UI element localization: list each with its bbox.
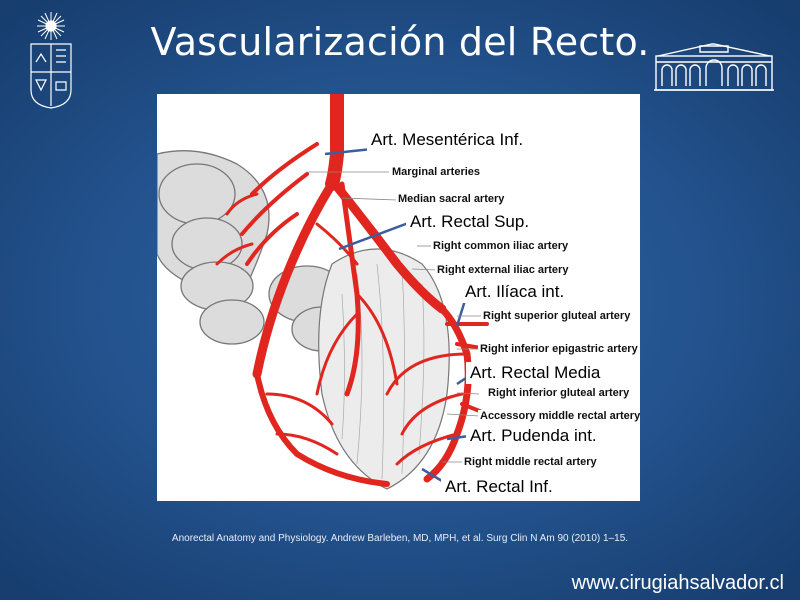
website-url: www.cirugiahsalvador.cl (571, 572, 784, 594)
rectal-vascularization-figure (157, 94, 640, 501)
label-art-iliaca-int: Art. Ilíaca int. (461, 281, 568, 303)
rectum-illustration (319, 249, 450, 489)
label-marginal-arteries: Marginal arteries (392, 166, 481, 178)
slide-title: Vascularización del Recto. (150, 20, 650, 64)
label-median-sacral-artery: Median sacral artery (398, 193, 505, 205)
label-art-pudenda-int: Art. Pudenda int. (466, 425, 601, 447)
label-right-middle-rectal-artery: Right middle rectal artery (464, 456, 597, 468)
label-right-superior-gluteal-artery: Right superior gluteal artery (483, 310, 631, 322)
label-art-mesenterica-inf: Art. Mesentérica Inf. (367, 129, 527, 151)
citation-text: Anorectal Anatomy and Physiology. Andrew Barleben, MD, MPH, et al. Surg Clin N Am 90 (2010) 1–15. (171, 533, 629, 544)
label-right-inferior-gluteal-artery: Right inferior gluteal artery (488, 387, 630, 399)
label-art-rectal-media: Art. Rectal Media (466, 362, 604, 384)
label-art-rectal-inf: Art. Rectal Inf. (441, 476, 557, 498)
label-right-inferior-epigastric-artery: Right inferior epigastric artery (480, 343, 638, 355)
label-right-external-iliac-artery: Right external iliac artery (437, 264, 569, 275)
label-right-common-iliac-artery: Right common iliac artery (433, 240, 569, 252)
label-art-rectal-sup: Art. Rectal Sup. (406, 211, 533, 233)
label-accessory-middle-rectal-artery: Accessory middle rectal artery (478, 410, 640, 422)
